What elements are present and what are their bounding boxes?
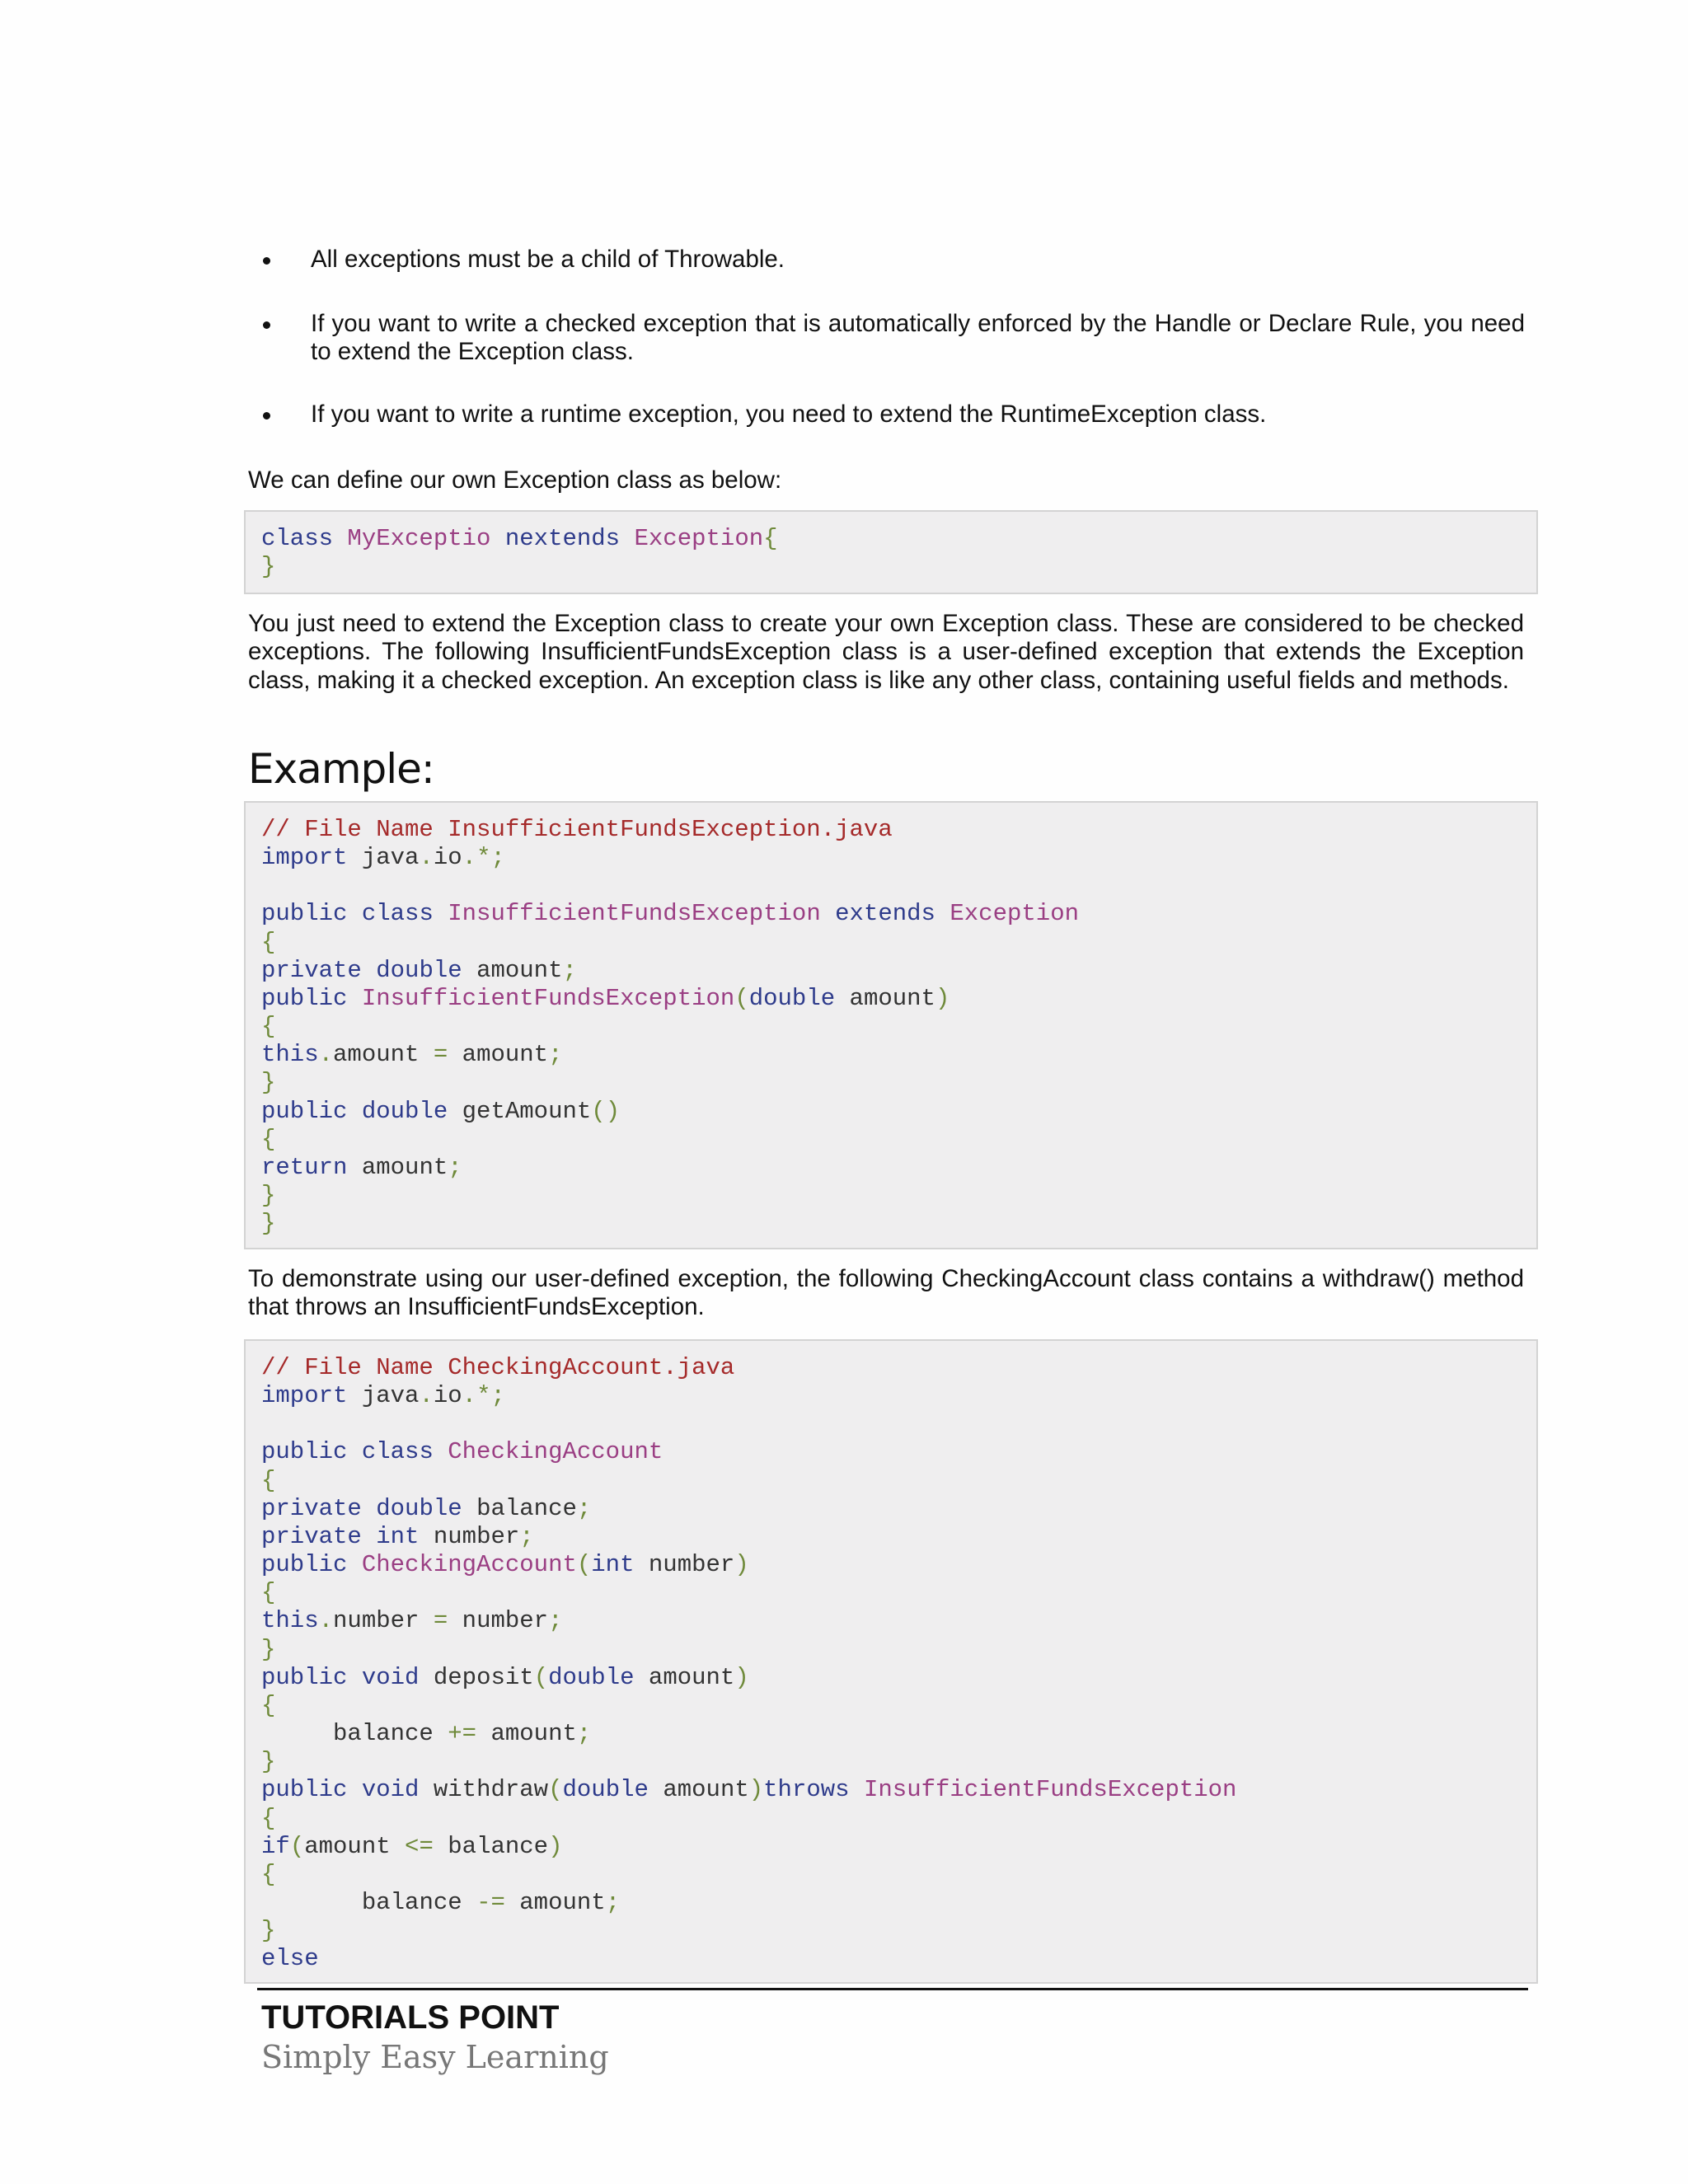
code-text: // File Name InsufficientFundsException.java import java.io.*; public class InsufficientFundsException extends Exception { private double amount; public InsufficientFundsException(double amount) { this.amount = amount; } public double getAmount() { return amount; } } xyxy=(261,816,1080,1238)
example-heading: Example: xyxy=(248,745,434,793)
bullet-item: If you want to write a checked exception that is automatically enforced by the Handle or Declare Rule, you need to extend the Exception class. xyxy=(247,310,1525,366)
footer-brand: TUTORIALS POINT xyxy=(261,1999,560,2036)
bullet-item: If you want to write a runtime exception, you need to extend the RuntimeException class. xyxy=(247,401,1525,429)
explanation-paragraph: You just need to extend the Exception class to create your own Exception class. These are considered to be checked exceptions. The following InsufficientFundsException class is a user-defined exception that extends the Exception class, making it a checked exception. An exception class is like any other class, containing useful fields and methods. xyxy=(248,610,1524,694)
code-block-checkingaccount xyxy=(244,1339,1538,1984)
bullet-list xyxy=(247,246,1525,465)
code-block-insufficientfunds xyxy=(244,801,1538,1249)
demo-paragraph: To demonstrate using our user-defined exception, the following CheckingAccount class contains a withdraw() method that throws an InsufficientFundsException. xyxy=(248,1265,1524,1321)
intro-paragraph: We can define our own Exception class as below: xyxy=(248,466,782,494)
bullet-item: All exceptions must be a child of Throwable. xyxy=(247,246,1525,274)
footer-tagline: Simply Easy Learning xyxy=(261,2039,609,2075)
code-text: class MyExceptio nextends Exception{ } xyxy=(261,525,778,581)
footer-divider xyxy=(257,1988,1528,1990)
code-text: // File Name CheckingAccount.java import java.io.*; public class CheckingAccount { private double balance; private int number; public CheckingAccount(int number) { this.number = number; } public void deposit(double amount) { balance += amount; } public void withdraw(double amount)throws InsufficientFundsException { if(amount <= balance) { balance -= amount; } else xyxy=(261,1354,1237,1973)
code-block-myexception xyxy=(244,510,1538,594)
